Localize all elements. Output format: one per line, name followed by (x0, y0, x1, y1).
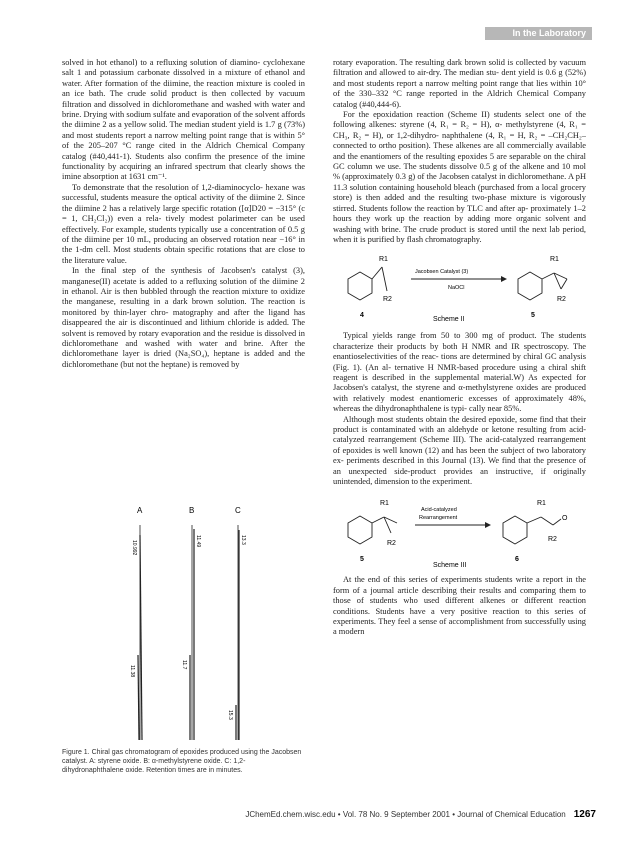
benzene-ring (348, 516, 372, 544)
compound-4-label: 4 (360, 312, 364, 320)
peak-label: 11.49 (195, 535, 201, 548)
trace-label-b: B (189, 506, 195, 515)
scheme-2-caption: Scheme II (433, 316, 465, 324)
page-number: 1267 (573, 809, 596, 820)
r1-label: R1 (537, 500, 546, 508)
benzene-ring (518, 272, 542, 300)
epoxide-bond (561, 279, 567, 289)
chain-bond (541, 517, 553, 525)
compound-6-label: 6 (515, 556, 519, 564)
arrow-head (485, 522, 491, 528)
trace-label-a: A (137, 506, 143, 515)
carbonyl-bond (553, 519, 561, 525)
left-paragraph-2: To demonstrate that the resolution of 1,2-diaminocyclo- hexane was successful, students measure the optical activity of the diimine 2. Since the diimine 2 has a relatively large specific rotation ([α]D20 = −315° (c = 1, CH₂Cl₂)) even a rela- tively modest polarimeter can be used effectively. For example, students typically use a concentration of 0.5 g of the diimine per 10 mL, producing an observed rotation near −16° in the 1-dm cell. Most students obtain specific rotations that are close to the literature value. (62, 182, 305, 265)
right-paragraph-4: Although most students obtain the desired epoxide, some find that their product is contaminated with an aldehyde or ketone resulting from acid-catalyzed rearrangement (Scheme III). The acid-catalyzed rearrangement of epoxides is well known (12) and has been the subject of two laboratory ex- periments described in this Journal (13). We find that the presence of an unexpected side-product provides an instructive, if originally unintended, dimension to the experiment. (333, 414, 586, 486)
alkene-bond (372, 267, 382, 279)
right-paragraph-1: rotary evaporation. The resulting dark brown solid is collected by vacuum filtration and allowed to air-dry. The median stu- dent yield is 0.6 g (52%) and most students report a narrow melting point range that lies within 10° of the 330–332 °C range reported in the Aldrich Chemical Company catalog (#40,444-6). (333, 58, 586, 109)
reagent-label: Acid-catalyzed (421, 507, 457, 514)
scheme-3-diagram (333, 491, 586, 573)
epoxide-bond (372, 517, 384, 523)
left-column (62, 58, 305, 370)
reagent-label: Jacobsen Catalyst (3) (415, 269, 469, 276)
scheme-2-diagram (333, 249, 586, 329)
section-header: In the Laboratory (485, 27, 592, 40)
oxidant-label: NaOCl (448, 285, 465, 292)
compound-5-label: 5 (531, 312, 535, 320)
right-paragraph-5: At the end of this series of experiments students write a report in the form of a journal article describing their results and comparing them to those of students who used different alkenes or different reaction conditions. Students have a very positive reaction to this series of experiments. They feel a sense of accomplishment from successfully using a modern (333, 575, 586, 637)
peak-label: 10.992 (131, 540, 137, 556)
right-paragraph-3: Typical yields range from 50 to 300 mg of product. The students characterize their products by both H NMR and IR spectroscopy. The enantioselectivities of the reac- tions are determined by chiral GC analysis (Fig. 1). (An al- ternative H NMR-based procedure using a chiral shift reagent is described in the supplemental material.W) As expected for Jacobsen's catalyst, the styrene and α-methylstyrene oxides are produced with relatively modest enantiomeric excesses of approximately 48%, whereas the dihydronaphthalene is typi- cally near 85%. (333, 331, 586, 414)
r2-label: R2 (383, 296, 392, 304)
reagent-label: Rearrangement (419, 515, 458, 522)
peak-label: 11.38 (129, 665, 135, 678)
r2-label: R2 (387, 540, 396, 548)
scheme-3-caption: Scheme III (433, 562, 467, 570)
r2-label: R2 (557, 296, 566, 304)
compound-5-label: 5 (360, 556, 364, 564)
epoxide-bond (542, 273, 554, 279)
r1-label: R1 (550, 256, 559, 264)
left-paragraph-1: solved in hot ethanol) to a refluxing solution of diamino- cyclohexane salt 1 and potassium carbonate dissolved in a mixture of ethanol and water. After formation of the diimine, the reaction mixture is cooled in an ice bath. The crude solid product is then collected by vacuum filtration and dissolved in dichloromethane and washed with water and brine. Drying with sodium sulfate and evaporation of the solvent affords the diimine 2 as a yellow solid. The median student yield is 1.7 g (73%) and most students report a narrow melting point range that is within 5° of the 205–207 °C range cited in the Aldrich Chemical Company catalog (#40,441-1). Students also confirm the presence of the imine functionality by acquiring an infrared spectrum that clearly shows the imine absorption at 1631 cm⁻¹. (62, 58, 305, 182)
right-column (333, 58, 586, 638)
r2-label: R2 (548, 536, 557, 544)
r1-label: R1 (379, 256, 388, 264)
page-footer (146, 809, 596, 820)
benzene-ring (503, 516, 527, 544)
footer-citation: JChemEd.chem.wisc.edu • Vol. 78 No. 9 September 2001 • Journal of Chemical Education (245, 810, 566, 819)
peak-label: 15.3 (227, 710, 233, 720)
chain-bond (527, 517, 541, 523)
right-paragraph-2: For the epoxidation reaction (Scheme II) students select one of the following alkenes: styrene (4, R₁ = R₂ = H), α- methylstyrene (4, R₁ = CH₃, R₂ = H), or 1,2-dihydro- naphthalene (4, R₁ = H, R₂ = –CH₂CH₂– connected to ortho position). These alkenes are all commercially available and the enantiomers of the resulting epoxides 5 are separable on the chiral GC column we use. The students dissolve 0.5 g of the alkene and 10 mol % (approximately 0.3 g) of the Jacobsen catalyst in dichloromethane. A pH 11.3 solution containing household bleach (purchased from a local grocery store) is then added and the resulting two-phase mixture is vigorously stirred. Students follow the reaction by TLC and after ap- proximately 1–2 hours they work up the reaction by adding more organic solvent and washing with brine. The crude product is stored until the next lab period, when it is purified by flash chromatography. (333, 110, 586, 244)
oxygen-label: O (562, 515, 568, 523)
trace-label-c: C (235, 506, 241, 515)
figure-1-chromatogram (95, 505, 275, 745)
peak-label: 11.7 (181, 660, 187, 670)
benzene-ring (348, 272, 372, 300)
r1-label: R1 (380, 500, 389, 508)
trace-a-peak-2 (138, 655, 139, 740)
left-paragraph-3: In the final step of the synthesis of Jacobsen's catalyst (3), manganese(II) acetate is added to a refluxing solution of the diimine 2 in ethanol. Air is then bubbled through the reaction mixture to oxidize the manganese, resulting in a dark brown solution. The reaction is monitored by thin-layer chro- matography and after the ligand has disappeared the air is discontinued and lithium chloride is added. The solvent is removed by rotary evaporation and the residue is dissolved in dichloromethane and washed with water and brine. After the dichloromethane layer is dried (Na₂SO₄), heptane is added and the dichloromethane (but not the heptane) is removed by (62, 266, 305, 369)
arrow-head (501, 276, 507, 282)
peak-label: 13.3 (240, 535, 246, 545)
figure-1-caption: Figure 1. Chiral gas chromatogram of epoxides produced using the Jacobsen catalyst. A: styrene oxide. B: α-methylstyrene oxide. C: 1,2-dihydronaphthalene oxide. Retention times are in minutes. (62, 749, 302, 774)
alkene-bond (382, 267, 387, 291)
